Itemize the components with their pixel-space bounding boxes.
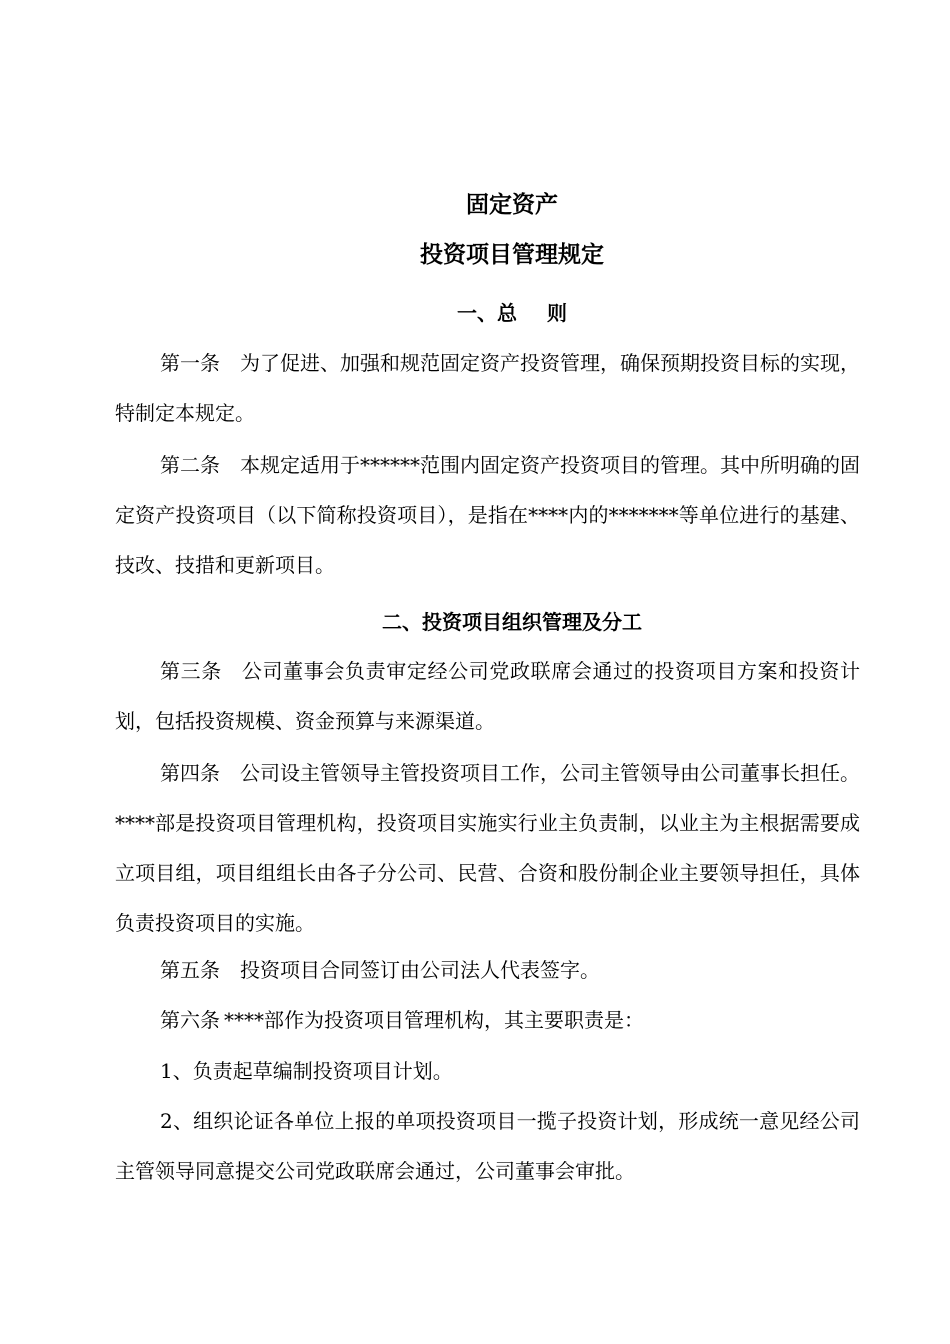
article-5: [115, 945, 860, 995]
document-title-line1: 固定资产: [466, 192, 558, 218]
list-item: 1、负责起草编制投资项目计划。: [160, 1059, 453, 1083]
document-title-line2: 投资项目管理规定: [420, 242, 604, 268]
article-text: 投资项目合同签订由公司法人代表签字。: [240, 958, 600, 982]
article-label: 第五条: [160, 958, 220, 982]
article-text: 为了促进、加强和规范固定资产投资管理，确保预期投资目标的实现，特制定本规定。: [115, 351, 860, 425]
article-text: 本规定适用于******范围内固定资产投资项目的管理。其中所明确的固定资产投资项目（以下简称投资项目），是指在****内的*******等单位进行的基建、技改、技措和更新项目。: [115, 453, 860, 577]
article-text: 公司设主管领导主管投资项目工作，公司主管领导由公司董事长担任。****部是投资项目管理机构，投资项目实施实行业主负责制，以业主为主根据需要成立项目组，项目组组长由各子分公司、民营、合资和股份制企业主要领导担任，具体负责投资项目的实施。: [115, 761, 860, 935]
article-label: 第一条: [160, 351, 220, 375]
article-3: [115, 646, 860, 746]
section-heading-part1: 一、总: [457, 301, 517, 325]
section-heading-organization: 二、投资项目组织管理及分工: [382, 610, 642, 634]
article-label: 第二条: [160, 453, 220, 477]
article-label: 第三条: [160, 659, 222, 683]
article-1: [115, 338, 860, 438]
list-item: 2、组织论证各单位上报的单项投资项目一揽子投资计划，形成统一意见经公司主管领导同意提交公司党政联席会通过，公司董事会审批。: [115, 1109, 860, 1183]
article-text: 公司董事会负责审定经公司党政联席会通过的投资项目方案和投资计划，包括投资规模、资金预算与来源渠道。: [115, 659, 860, 733]
article-label: 第六条: [160, 1008, 220, 1032]
section-heading-part2: 则: [547, 301, 567, 325]
article-6: [115, 995, 860, 1045]
section-heading-general: [37, 299, 950, 327]
article-4: [115, 748, 860, 948]
article-text: ****部作为投资项目管理机构，其主要职责是：: [224, 1008, 644, 1032]
article-label: 第四条: [160, 761, 220, 785]
article-2: [115, 440, 860, 590]
